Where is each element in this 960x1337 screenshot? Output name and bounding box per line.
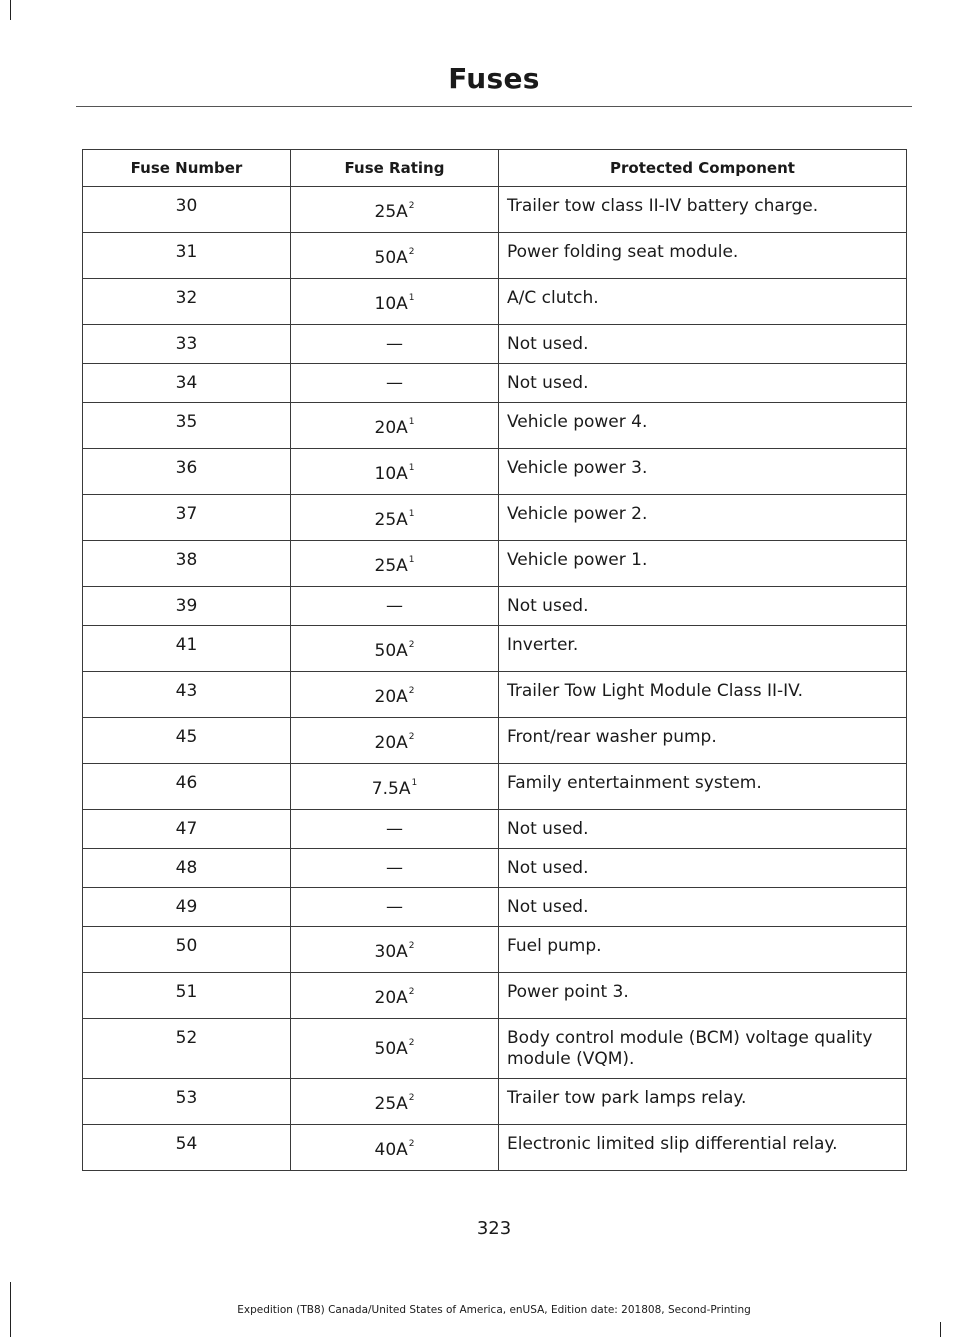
fuse-rating-cell bbox=[291, 672, 499, 718]
footnote-marker: 2 bbox=[408, 987, 415, 997]
crop-mark-top-left bbox=[10, 0, 11, 20]
table-row bbox=[83, 626, 907, 672]
fuse-number-cell: 48 bbox=[83, 849, 291, 888]
fuse-rating-cell bbox=[291, 187, 499, 233]
fuse-number-cell: 45 bbox=[83, 718, 291, 764]
fuse-rating-cell bbox=[291, 1125, 499, 1171]
fuse-number-cell: 43 bbox=[83, 672, 291, 718]
fuse-number-cell: 33 bbox=[83, 325, 291, 364]
crop-mark-bottom-right bbox=[940, 1322, 941, 1337]
footnote-marker: 2 bbox=[408, 201, 415, 211]
fuse-table bbox=[82, 149, 907, 1171]
fuse-rating-cell bbox=[291, 495, 499, 541]
protected-component-cell: Power point 3. bbox=[499, 973, 907, 1019]
fuse-rating-value: 50A bbox=[374, 1039, 408, 1059]
table-row bbox=[83, 1079, 907, 1125]
footnote-marker: 1 bbox=[408, 293, 415, 303]
page-number: 323 bbox=[476, 1218, 512, 1239]
header-fuse-number: Fuse Number bbox=[83, 150, 291, 187]
protected-component-cell: A/C clutch. bbox=[499, 279, 907, 325]
fuse-rating-cell bbox=[291, 587, 499, 626]
fuse-rating-value: 20A bbox=[374, 687, 408, 707]
footnote-marker: 2 bbox=[408, 247, 415, 257]
table-row bbox=[83, 187, 907, 233]
fuse-number-cell: 53 bbox=[83, 1079, 291, 1125]
protected-component-cell: Trailer tow class II-IV battery charge. bbox=[499, 187, 907, 233]
fuse-number-cell: 37 bbox=[83, 495, 291, 541]
fuse-rating-value: 25A bbox=[374, 1094, 408, 1114]
table-row bbox=[83, 888, 907, 927]
fuse-rating-cell bbox=[291, 449, 499, 495]
fuse-number-cell: 49 bbox=[83, 888, 291, 927]
fuse-rating-cell bbox=[291, 1079, 499, 1125]
header-fuse-rating: Fuse Rating bbox=[291, 150, 499, 187]
table-row bbox=[83, 849, 907, 888]
table-header-row bbox=[83, 150, 907, 187]
footnote-marker: 2 bbox=[408, 686, 415, 696]
fuse-rating-cell bbox=[291, 364, 499, 403]
fuse-rating-cell bbox=[291, 849, 499, 888]
fuse-number-cell: 47 bbox=[83, 810, 291, 849]
protected-component-cell: Power folding seat module. bbox=[499, 233, 907, 279]
table-row bbox=[83, 810, 907, 849]
fuse-rating-value: — bbox=[386, 334, 403, 354]
fuse-rating-value: 25A bbox=[374, 556, 408, 576]
title-divider bbox=[76, 106, 912, 107]
table-row bbox=[83, 279, 907, 325]
fuse-rating-cell bbox=[291, 541, 499, 587]
protected-component-cell: Front/rear washer pump. bbox=[499, 718, 907, 764]
protected-component-cell: Fuel pump. bbox=[499, 927, 907, 973]
fuse-rating-value: 50A bbox=[374, 641, 408, 661]
protected-component-cell: Not used. bbox=[499, 849, 907, 888]
fuse-number-cell: 31 bbox=[83, 233, 291, 279]
fuse-table-body bbox=[83, 187, 907, 1171]
footnote-marker: 1 bbox=[411, 778, 418, 788]
protected-component-cell: Vehicle power 2. bbox=[499, 495, 907, 541]
fuse-rating-cell bbox=[291, 1019, 499, 1079]
fuse-rating-cell bbox=[291, 718, 499, 764]
fuse-rating-value: 50A bbox=[374, 248, 408, 268]
table-row bbox=[83, 449, 907, 495]
fuse-rating-value: 20A bbox=[374, 418, 408, 438]
fuse-rating-cell bbox=[291, 888, 499, 927]
footnote-marker: 2 bbox=[408, 640, 415, 650]
table-row bbox=[83, 718, 907, 764]
fuse-number-cell: 52 bbox=[83, 1019, 291, 1079]
fuse-number-cell: 36 bbox=[83, 449, 291, 495]
fuse-rating-value: 7.5A bbox=[371, 779, 411, 799]
footnote-marker: 1 bbox=[408, 555, 415, 565]
fuse-rating-cell bbox=[291, 325, 499, 364]
fuse-rating-value: 10A bbox=[374, 464, 408, 484]
fuse-number-cell: 46 bbox=[83, 764, 291, 810]
footnote-marker: 1 bbox=[408, 417, 415, 427]
protected-component-cell: Vehicle power 4. bbox=[499, 403, 907, 449]
protected-component-cell: Not used. bbox=[499, 325, 907, 364]
table-row bbox=[83, 541, 907, 587]
table-row bbox=[83, 233, 907, 279]
fuse-rating-value: 20A bbox=[374, 988, 408, 1008]
table-row bbox=[83, 587, 907, 626]
fuse-rating-cell bbox=[291, 233, 499, 279]
footnote-marker: 2 bbox=[408, 1139, 415, 1149]
fuse-rating-value: — bbox=[386, 819, 403, 839]
fuse-rating-value: 10A bbox=[374, 294, 408, 314]
fuse-number-cell: 39 bbox=[83, 587, 291, 626]
fuse-number-cell: 35 bbox=[83, 403, 291, 449]
protected-component-cell: Trailer tow park lamps relay. bbox=[499, 1079, 907, 1125]
table-row bbox=[83, 764, 907, 810]
protected-component-cell: Family entertainment system. bbox=[499, 764, 907, 810]
footnote-marker: 2 bbox=[408, 1038, 415, 1048]
fuse-rating-cell bbox=[291, 626, 499, 672]
fuse-number-cell: 54 bbox=[83, 1125, 291, 1171]
fuse-rating-value: — bbox=[386, 596, 403, 616]
fuse-rating-cell bbox=[291, 279, 499, 325]
fuse-rating-cell bbox=[291, 927, 499, 973]
fuse-rating-value: — bbox=[386, 858, 403, 878]
footnote-marker: 2 bbox=[408, 941, 415, 951]
protected-component-cell: Electronic limited slip differential relay. bbox=[499, 1125, 907, 1171]
fuse-number-cell: 38 bbox=[83, 541, 291, 587]
table-row bbox=[83, 973, 907, 1019]
fuse-number-cell: 30 bbox=[83, 187, 291, 233]
fuse-rating-cell bbox=[291, 810, 499, 849]
fuse-rating-value: — bbox=[386, 897, 403, 917]
fuse-rating-value: 25A bbox=[374, 202, 408, 222]
fuse-rating-cell bbox=[291, 403, 499, 449]
fuse-number-cell: 51 bbox=[83, 973, 291, 1019]
table-row bbox=[83, 1019, 907, 1079]
footnote-marker: 2 bbox=[408, 732, 415, 742]
fuse-rating-value: — bbox=[386, 373, 403, 393]
fuse-number-cell: 32 bbox=[83, 279, 291, 325]
protected-component-cell: Body control module (BCM) voltage quality module (VQM). bbox=[499, 1019, 907, 1079]
protected-component-cell: Not used. bbox=[499, 888, 907, 927]
fuse-rating-value: 30A bbox=[374, 942, 408, 962]
protected-component-cell: Not used. bbox=[499, 364, 907, 403]
fuse-number-cell: 50 bbox=[83, 927, 291, 973]
header-protected-component: Protected Component bbox=[499, 150, 907, 187]
footnote-marker: 1 bbox=[408, 463, 415, 473]
fuse-rating-value: 25A bbox=[374, 510, 408, 530]
footnote-marker: 2 bbox=[408, 1093, 415, 1103]
protected-component-cell: Inverter. bbox=[499, 626, 907, 672]
fuse-number-cell: 41 bbox=[83, 626, 291, 672]
table-row bbox=[83, 495, 907, 541]
footnote-marker: 1 bbox=[408, 509, 415, 519]
table-row bbox=[83, 1125, 907, 1171]
fuse-number-cell: 34 bbox=[83, 364, 291, 403]
page-footer: Expedition (TB8) Canada/United States of America, enUSA, Edition date: 201808, Second-Printing bbox=[237, 1304, 751, 1316]
fuse-rating-value: 20A bbox=[374, 733, 408, 753]
table-row bbox=[83, 325, 907, 364]
table-row bbox=[83, 927, 907, 973]
fuse-rating-cell bbox=[291, 764, 499, 810]
table-row bbox=[83, 403, 907, 449]
fuse-rating-value: 40A bbox=[374, 1140, 408, 1160]
table-row bbox=[83, 672, 907, 718]
protected-component-cell: Not used. bbox=[499, 810, 907, 849]
fuse-rating-cell bbox=[291, 973, 499, 1019]
page-title: Fuses bbox=[448, 62, 540, 95]
table-row bbox=[83, 364, 907, 403]
protected-component-cell: Vehicle power 3. bbox=[499, 449, 907, 495]
protected-component-cell: Vehicle power 1. bbox=[499, 541, 907, 587]
protected-component-cell: Not used. bbox=[499, 587, 907, 626]
protected-component-cell: Trailer Tow Light Module Class II-IV. bbox=[499, 672, 907, 718]
